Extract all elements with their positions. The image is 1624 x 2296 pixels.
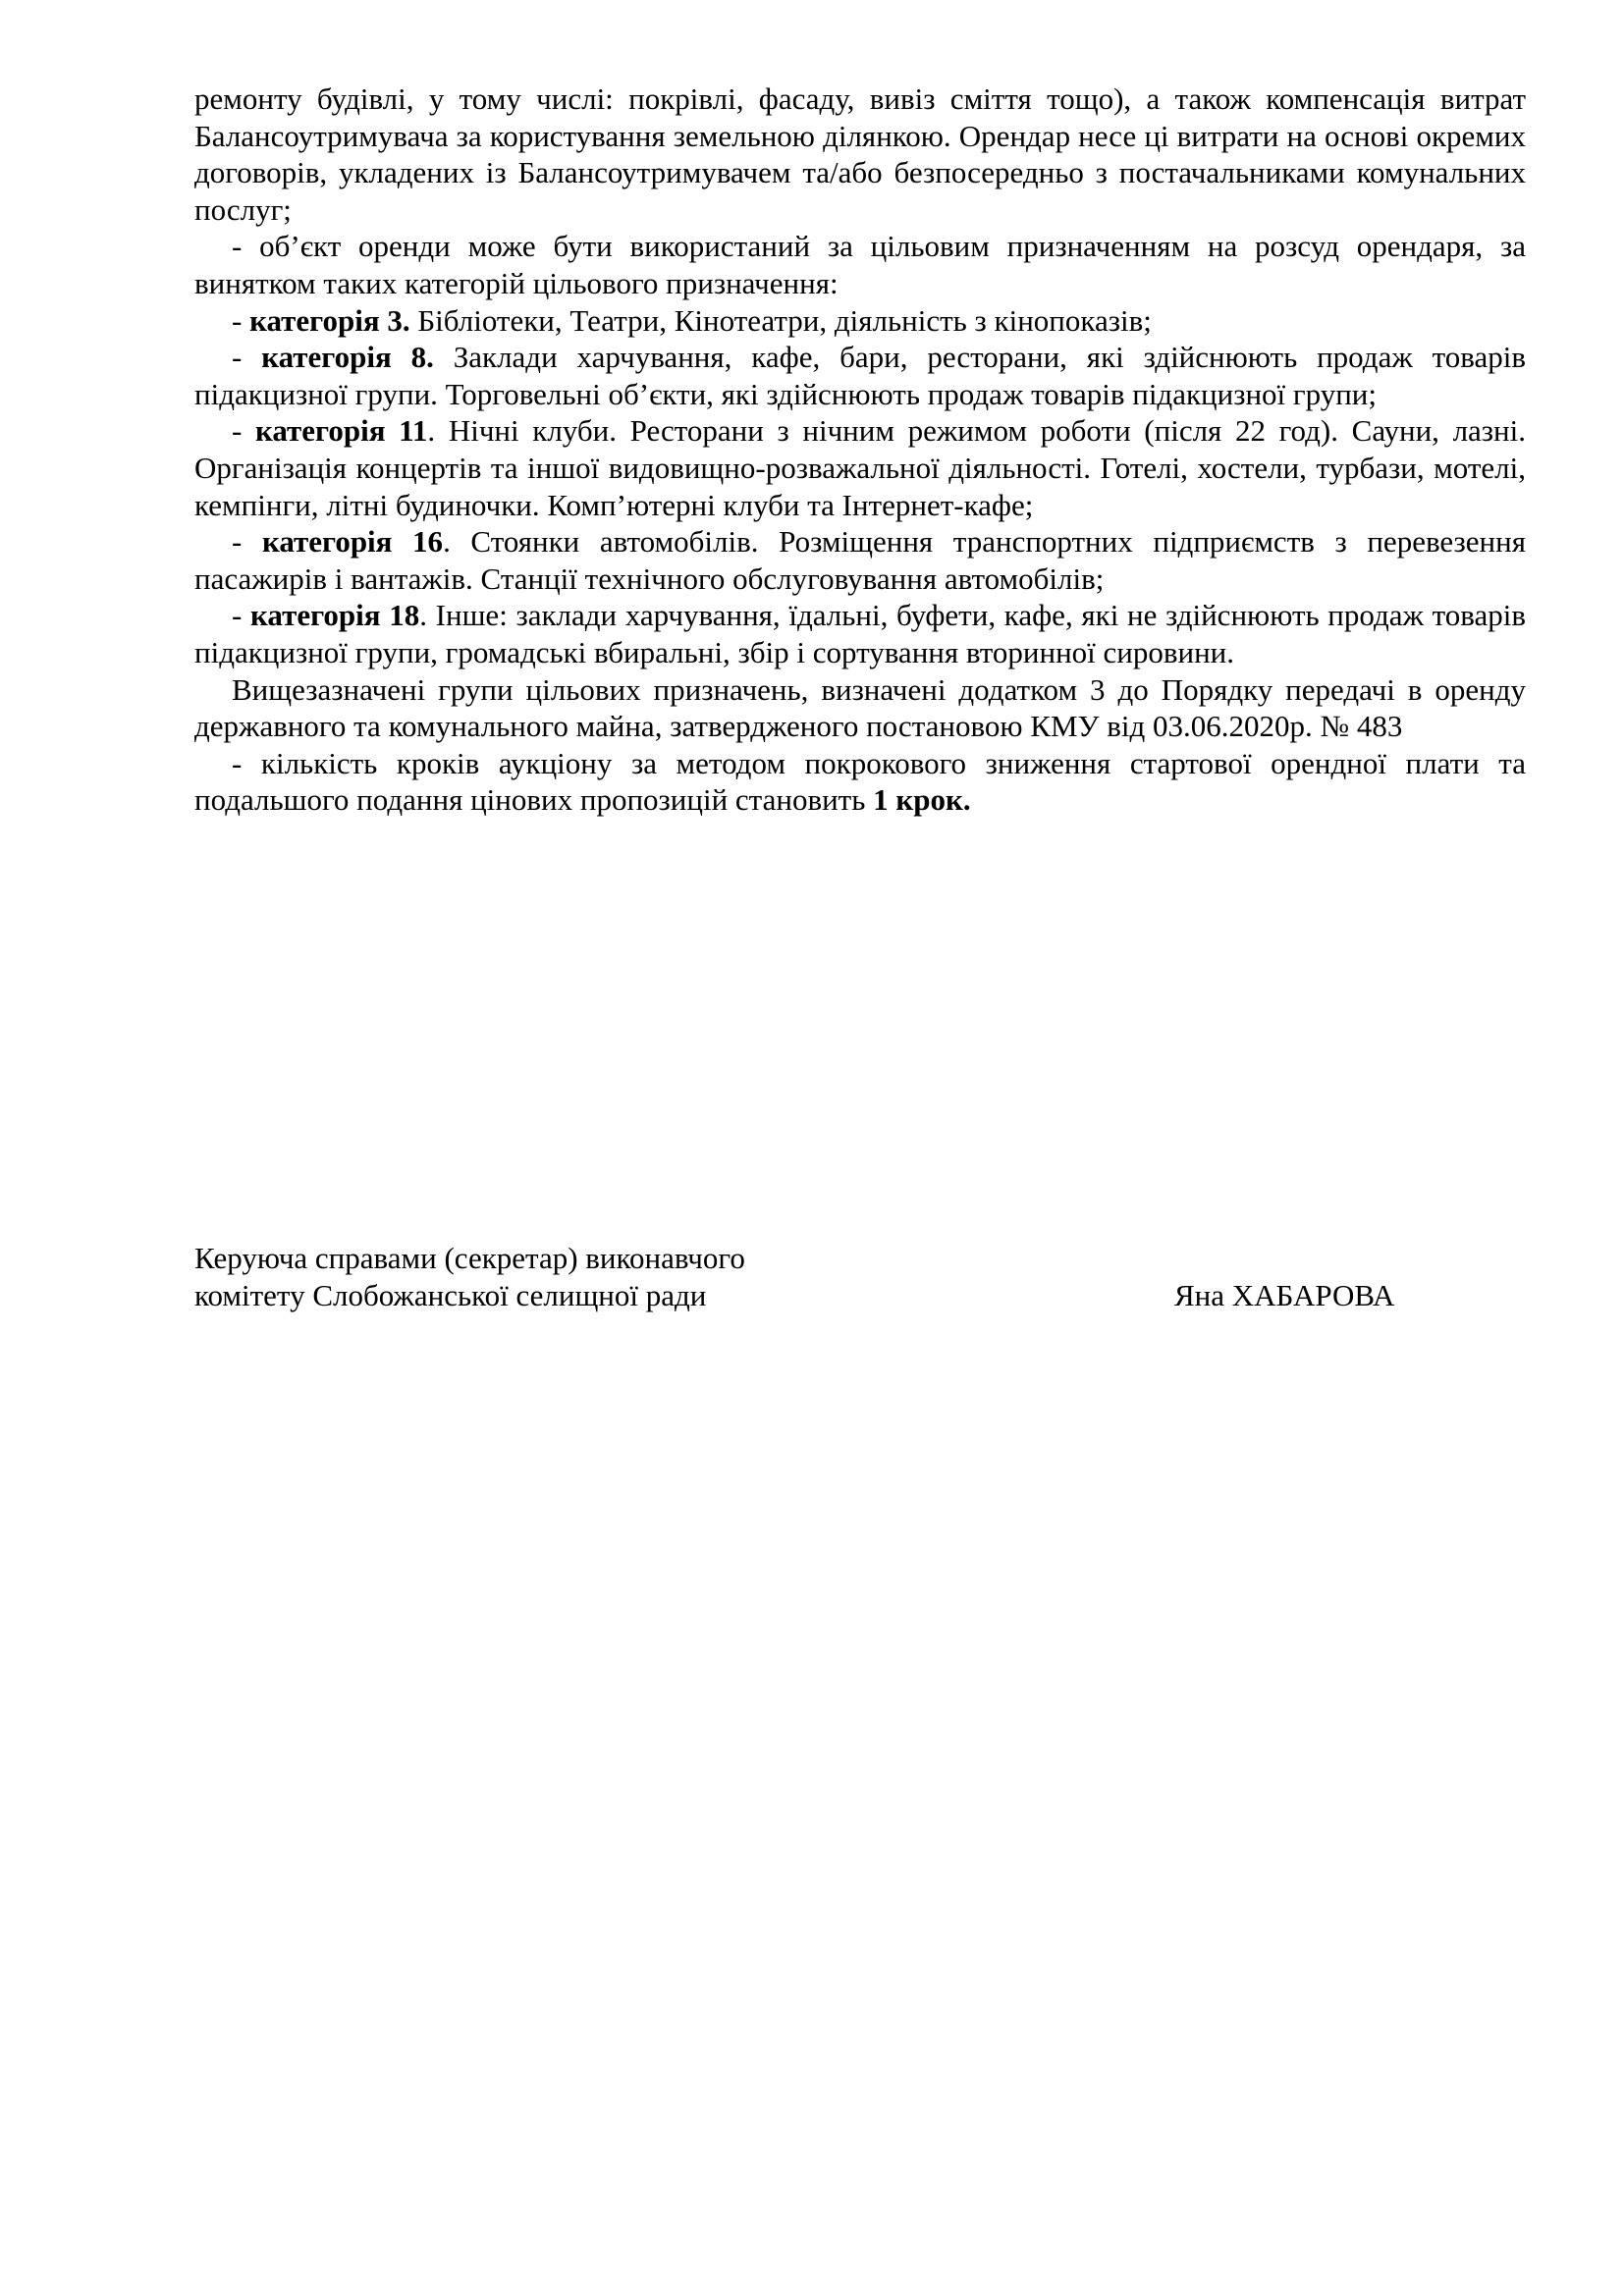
auction-steps-value: 1 крок. <box>873 782 971 818</box>
paragraph-text: Заклади харчування, кафе, бари, ресторани, які здійснюють продаж товарів підакцизної групи. Торговельні об’єкти, які здійснюють продаж товарів підакцизної групи; <box>194 340 1526 411</box>
signatory-position <box>194 1240 1000 1313</box>
paragraph-utilities-costs <box>194 80 1526 228</box>
category-label: категорія 18 <box>250 598 420 633</box>
position-line-2: комітету Слобожанської селищної ради <box>194 1277 707 1312</box>
list-dash: - <box>232 302 250 338</box>
list-dash: - <box>232 340 262 375</box>
list-dash: - <box>232 229 260 264</box>
category-label: категорія 11 <box>254 413 428 449</box>
paragraph-auction-steps <box>194 745 1526 819</box>
list-dash: - <box>232 413 255 449</box>
paragraph-text: кількість кроків аукціону за методом покрокового зниження стартової орендної плати та подальшого подання цінових пропозицій становить <box>194 745 1526 818</box>
paragraph-text: Бібліотеки, Театри, Кінотеатри, діяльність з кінопоказів; <box>409 302 1152 338</box>
list-dash: - <box>232 524 262 560</box>
paragraph-text: ремонту будівлі, у тому числі: покрівлі, фасаду, вивіз сміття тощо), а також компенсація витрат Балансоутримувача за користування земельною ділянкою. Орендар несе ці витрати на основі окремих договорів, укладених із Балансоутримувачем та/або безпосередньо з постачальниками комунальних послуг; <box>194 81 1526 227</box>
list-dash: - <box>232 745 261 780</box>
paragraph-purpose <box>194 228 1526 301</box>
paragraph-text: Вищезазначені групи цільових призначень, визначені додатком 3 до Порядку передачі в оренду державного та комунального майна, затвердженого постановою КМУ від 03.06.2020р. № 483 <box>194 671 1526 744</box>
document-body <box>194 80 1526 819</box>
position-line-1: Керуюча справами (секретар) виконавчого <box>194 1241 745 1275</box>
paragraph-category-8 <box>194 339 1526 412</box>
paragraph-category-16 <box>194 523 1526 597</box>
paragraph-category-11 <box>194 412 1526 523</box>
paragraph-text: об’єкт оренди може бути використаний за цільовим призначенням на розсуд орендаря, за винятком таких категорій цільового призначення: <box>194 229 1526 300</box>
paragraph-text: . Інше: заклади харчування, їдальні, буфети, кафе, які не здійснюють продаж товарів підакцизної групи, громадські вбиральні, збір і сортування вторинної сировини. <box>194 598 1527 669</box>
paragraph-category-18 <box>194 597 1526 670</box>
category-label: категорія 16 <box>261 524 444 560</box>
paragraph-category-3 <box>194 302 1526 340</box>
category-label: категорія 3. <box>249 302 410 338</box>
paragraph-text: . Стоянки автомобілів. Розміщення транспортних підприємств з перевезення пасажирів і вантажів. Станції технічного обслуговування автомобілів; <box>194 524 1526 596</box>
category-label: категорія 8. <box>261 340 434 375</box>
paragraph-groups-reference <box>194 671 1526 745</box>
signatory-name: Яна ХАБАРОВА <box>1174 1277 1395 1312</box>
paragraph-text: . Нічні клуби. Ресторани з нічним режимом роботи (після 22 год). Сауни, лазні. Організація концертів та іншої видовищно-розважальної діяльності. Готелі, хостели, турбази, мотелі, кемпінги, літні будиночки. Комп’ютерні клуби та Інтернет-кафе; <box>194 413 1527 522</box>
list-dash: - <box>232 598 251 633</box>
